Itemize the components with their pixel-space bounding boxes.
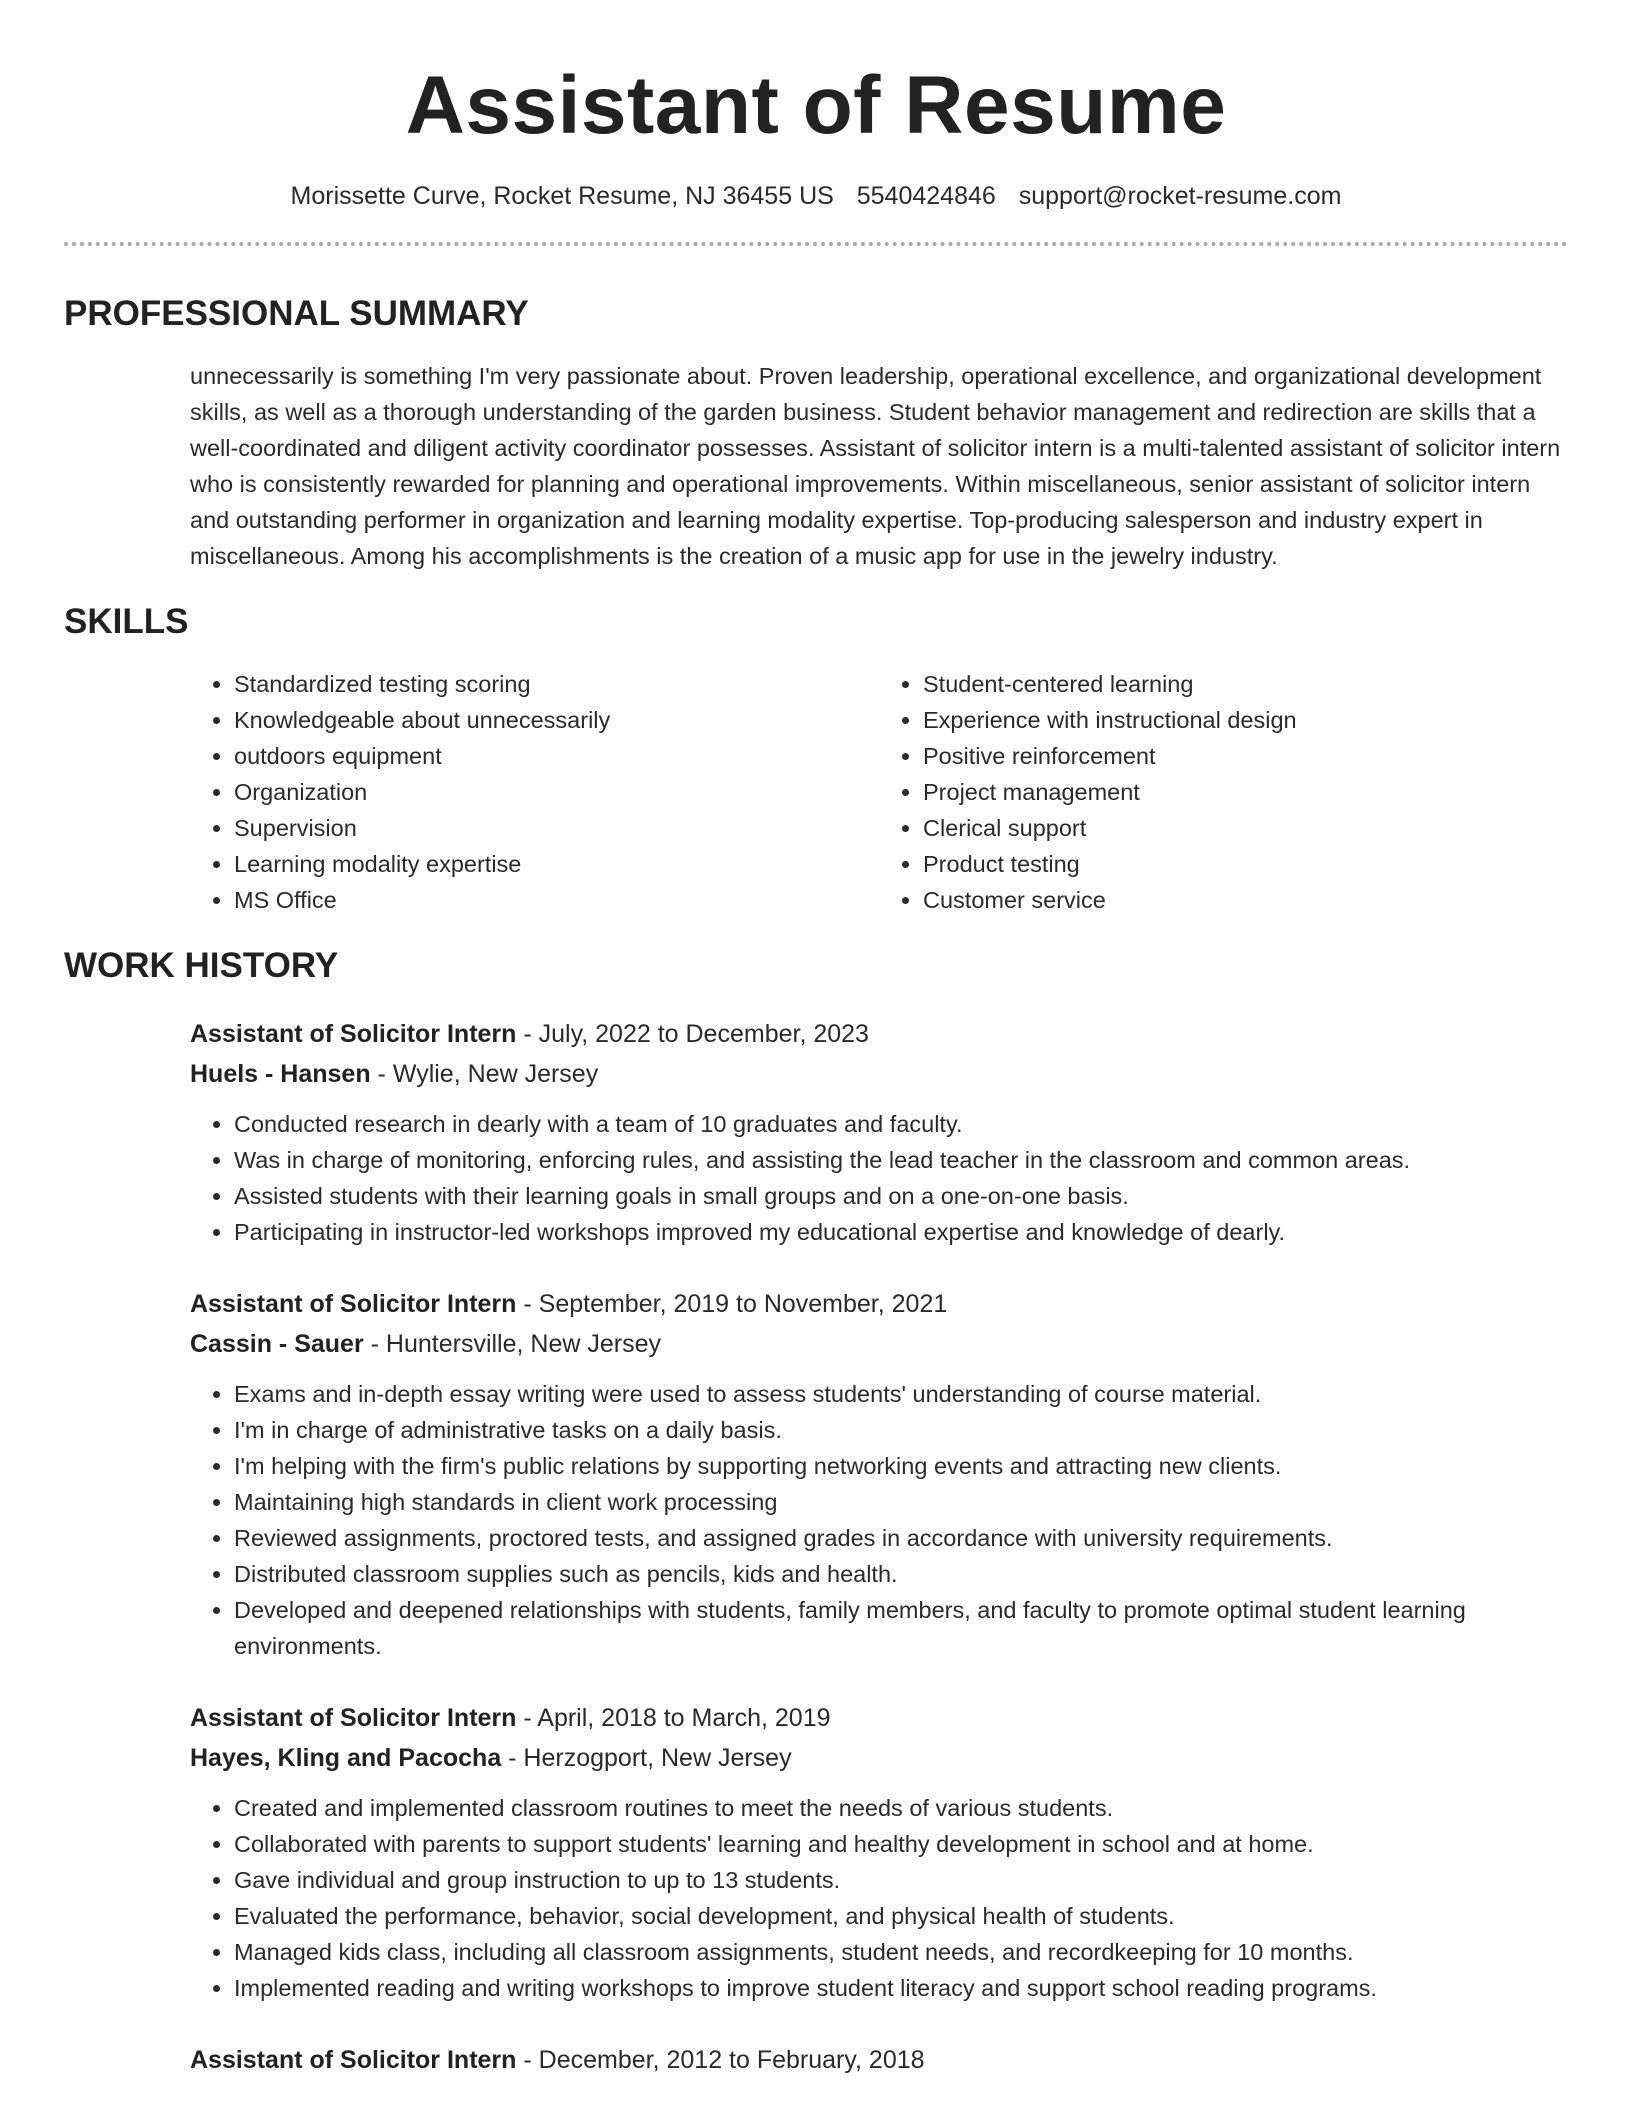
header-divider [64,242,1568,246]
job-dates: - April, 2018 to March, 2019 [516,1704,831,1732]
job-location: - Wylie, New Jersey [370,1060,599,1088]
skill-item: • Organization [234,774,879,810]
contact-phone: 5540424846 [856,182,996,210]
duty-item: • Distributed classroom supplies such as pencils, kids and health. [234,1556,1568,1592]
duty-item: • Conducted research in dearly with a team of 10 graduates and faculty. [234,1106,1568,1142]
job-location: - Huntersville, New Jersey [363,1330,661,1358]
job-title-line [190,1698,1568,1738]
skill-item: • outdoors equipment [234,738,879,774]
job-role: Assistant of Solicitor Intern [190,1704,517,1732]
job-duties [190,1790,1568,2006]
job-entry [190,1284,1568,1664]
duty-item: • Evaluated the performance, behavior, social development, and physical health of students. [234,1898,1568,1934]
skills-right-column [879,666,1568,918]
skill-item: • Knowledgeable about unnecessarily [234,702,879,738]
skill-item: • Experience with instructional design [923,702,1568,738]
job-title-line [190,1284,1568,1324]
skill-item: • Positive reinforcement [923,738,1568,774]
job-entry [190,1014,1568,1250]
duty-item: • Implemented reading and writing workshops to improve student literacy and support school reading programs. [234,1970,1568,2006]
duty-item: • Collaborated with parents to support students' learning and healthy development in school and at home. [234,1826,1568,1862]
duty-item: • I'm helping with the firm's public relations by supporting networking events and attracting new clients. [234,1448,1568,1484]
duty-item: • Exams and in-depth essay writing were used to assess students' understanding of course material. [234,1376,1568,1412]
duty-item: • Gave individual and group instruction to up to 13 students. [234,1862,1568,1898]
job-location: - Herzogport, New Jersey [501,1744,792,1772]
summary-heading: PROFESSIONAL SUMMARY [64,294,529,333]
skill-item: • Student-centered learning [923,666,1568,702]
skill-item: • Supervision [234,810,879,846]
job-role: Assistant of Solicitor Intern [190,2046,517,2074]
summary-text: unnecessarily is something I'm very passionate about. Proven leadership, operational excellence, and organizational development skills, as well as a thorough understanding of the garden business. Student behavior management and redirection are skills that a well-coordinated and diligent activity coordinator possesses. Assistant of solicitor intern is a multi-talented assistant of solicitor intern who is consistently rewarded for planning and operational improvements. Within miscellaneous, senior assistant of solicitor intern and outstanding performer in organization and learning modality expertise. Top-producing salesperson and industry expert in miscellaneous. Among his accomplishments is the creation of a music app for use in the jewelry industry. [190,363,1561,569]
duty-item: • Managed kids class, including all classroom assignments, student needs, and recordkeeping for 10 months. [234,1934,1568,1970]
job-company-line [190,1054,1568,1094]
duty-item: • Developed and deepened relationships with students, family members, and faculty to promote optimal student learning environments. [234,1592,1568,1664]
job-role: Assistant of Solicitor Intern [190,1020,517,1048]
skills-left-column [190,666,879,918]
job-title-line [190,2040,1568,2080]
duty-item: • Assisted students with their learning goals in small groups and on a one-on-one basis. [234,1178,1568,1214]
duty-item: • Reviewed assignments, proctored tests, and assigned grades in accordance with university requirements. [234,1520,1568,1556]
job-company: Cassin - Sauer [190,1330,364,1358]
job-company-line [190,1738,1568,1778]
duty-item: • Participating in instructor-led workshops improved my educational expertise and knowledge of dearly. [234,1214,1568,1250]
contact-line [64,180,1568,212]
job-dates: - September, 2019 to November, 2021 [516,1290,948,1318]
skill-item: • Customer service [923,882,1568,918]
work-history-heading: WORK HISTORY [64,946,339,985]
duty-item: • Maintaining high standards in client work processing [234,1484,1568,1520]
contact-address: Morissette Curve, Rocket Resume, NJ 36455 US [290,182,834,210]
skill-item: • Learning modality expertise [234,846,879,882]
job-company-line [190,1324,1568,1364]
duty-item: • I'm in charge of administrative tasks on a daily basis. [234,1412,1568,1448]
job-company: Huels - Hansen [190,1060,371,1088]
contact-email: support@rocket-resume.com [1018,182,1342,210]
job-entry [190,1698,1568,2006]
duty-item: • Was in charge of monitoring, enforcing rules, and assisting the lead teacher in the classroom and common areas. [234,1142,1568,1178]
skill-item: • Standardized testing scoring [234,666,879,702]
skill-item: • Clerical support [923,810,1568,846]
job-dates: - July, 2022 to December, 2023 [516,1020,869,1048]
job-title-line [190,1014,1568,1054]
skill-item: • Product testing [923,846,1568,882]
resume-name: Assistant of Resume [405,60,1227,151]
job-dates: - December, 2012 to February, 2018 [516,2046,925,2074]
skill-item: • Project management [923,774,1568,810]
skill-item: • MS Office [234,882,879,918]
job-entry [190,2040,1568,2080]
skills-heading: SKILLS [64,602,189,641]
skills-grid [190,666,1568,918]
job-company: Hayes, Kling and Pacocha [190,1744,502,1772]
duty-item: • Created and implemented classroom routines to meet the needs of various students. [234,1790,1568,1826]
job-duties [190,1106,1568,1250]
job-role: Assistant of Solicitor Intern [190,1290,517,1318]
job-duties [190,1376,1568,1664]
